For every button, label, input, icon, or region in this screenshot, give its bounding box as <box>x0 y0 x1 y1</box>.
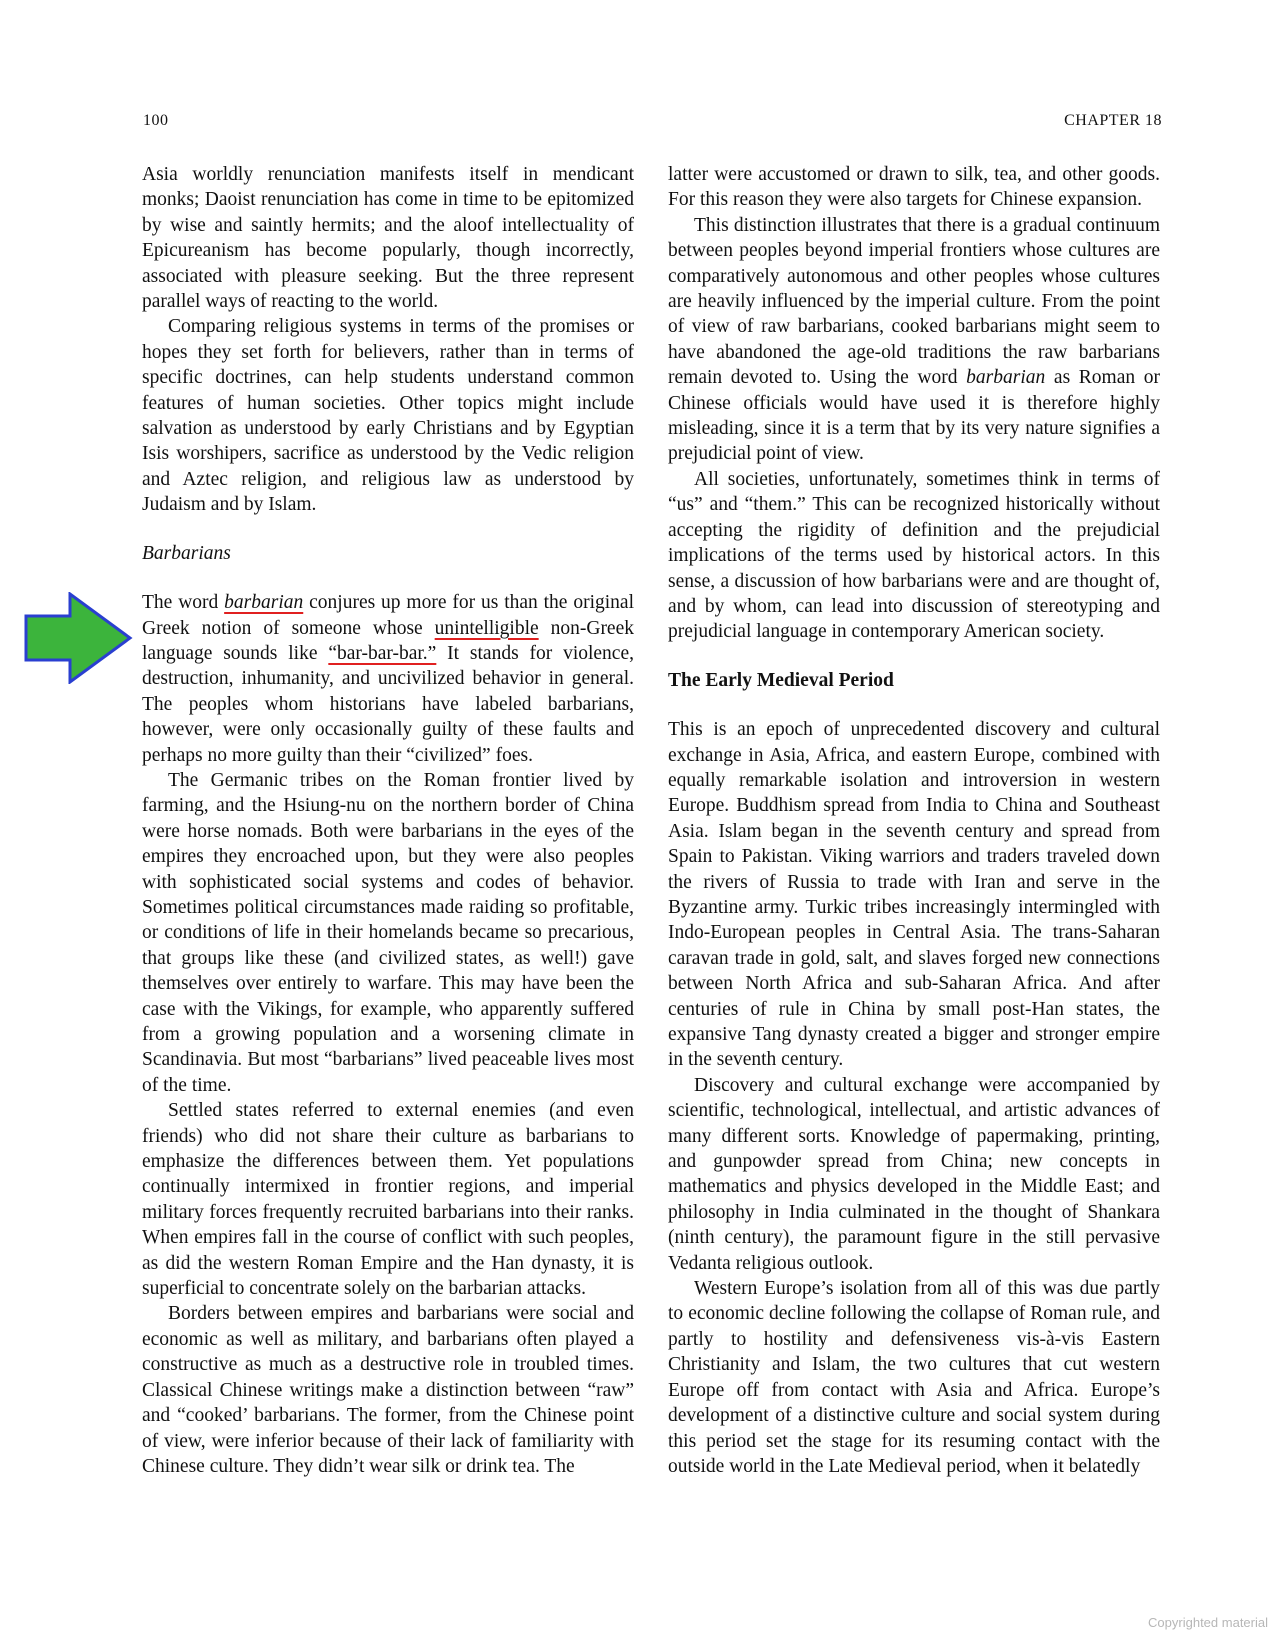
right-column <box>668 162 1160 1479</box>
paragraph: Western Europe’s isolation from all of this was due partly to economic decline following the collapse of Roman rule, and partly to hostility and defensiveness vis-à-vis Eastern Christianity and Islam, the two cultures that cut western Europe off from contact with Asia and Africa. Europe’s development of a distinctive culture and social system during this period set the stage for its resuming contact with the outside world in the Late Medieval period, when it belatedly <box>668 1278 1160 1477</box>
paragraph: latter were accustomed or drawn to silk, tea, and other goods. For this reason they were also targets for Chinese expansion. <box>668 164 1160 211</box>
text-fragment: The word <box>142 592 225 614</box>
underlined-word-barbarian: barbarian <box>224 592 304 614</box>
text-fragment: non-Greek language sounds like <box>142 617 634 664</box>
green-arrow-icon <box>24 592 134 684</box>
paragraph: Settled states referred to external enemies (and even friends) who did not share their culture as barbarians to emphasize the differences between them. Yet populations continually intermixed in frontier regions, and imperial military forces frequently recruited barbarians into their ranks. When empires fall in the course of conflict with such peoples, as did the western Roman Empire and the Han dynasty, it is superficial to concentrate solely on the barbarian attacks. <box>142 1100 634 1300</box>
paragraph: Comparing religious systems in terms of the promises or hopes they set forth for believers, rather than in terms of specific doctrines, can help students understand common features of human societies. Other topics might include salvation as understood by early Christians and by Egyptian Isis worshipers, sacrifice as understood by the Vedic religion and Aztec religion, and religious law as understood by Judaism and by Islam. <box>142 316 634 516</box>
paragraph: The Germanic tribes on the Roman frontier lived by farming, and the Hsiung-nu on the northern border of China were horse nomads. Both were barbarians in the eyes of the empires they encroached upon, but they were also peoples with sophisticated social systems and codes of behavior. Sometimes political circumstances made raiding so profitable, or conditions of life in their homelands became so precarious, that groups like these (and civilized states, as well!) gave themselves over entirely to warfare. This may have been the case with the Vikings, for example, who apparently suffered from a growing population and a worsening climate in Scandinavia. But most “barbarians” lived peaceable lives most of the time. <box>142 769 634 1096</box>
text-fragment: This distinction illustrates that there is a gradual continuum between peoples beyond imperial frontiers whose cultures are comparatively autonomous and other peoples whose cultures are heavily influenced by the imperial culture. From the point of view of raw barbarians, cooked barbarians might seem to have abandoned the age-old traditions the raw barbarians remain devoted to. Using the word <box>668 214 1160 389</box>
section-heading-early-medieval: The Early Medieval Period <box>668 669 894 691</box>
paragraph: Asia worldly renunciation manifests itself in mendicant monks; Daoist renunciation has come in time to be epitomized by wise and saintly hermits; and the aloof intellectuality of Epicureanism has become popularly, though incorrectly, associated with pleasure seeking. But the three represent parallel ways of reacting to the world. <box>142 164 634 313</box>
section-heading-barbarians: Barbarians <box>142 542 231 564</box>
paragraph: This is an epoch of unprecedented discovery and cultural exchange in Asia, Africa, and eastern Europe, combined with equally remarkable isolation and introversion in western Europe. Buddhism spread from India to China and Southeast Asia. Islam began in the seventh century and spread from Spain to Pakistan. Viking warriors and traders traveled down the rivers of Russia to trade with Iran and serve in the Byzantine army. Turkic tribes increasingly intermingled with Indo-European peoples in Central Asia. The trans-Saharan caravan trade in gold, salt, and slaves forged new connections between North Africa and sub-Saharan Africa. And after centuries of rule in China by small post-Han states, the expansive Tang dynasty created a bigger and stronger empire in the seventh century. <box>668 719 1160 1071</box>
underlined-word-unintelligible: unintelligible <box>434 617 539 639</box>
italic-word-barbarian: barbarian <box>966 367 1046 389</box>
underlined-phrase-bar-bar-bar: “bar-bar-bar.” <box>328 642 437 664</box>
chapter-heading: CHAPTER 18 <box>1064 112 1162 129</box>
left-column <box>142 162 634 1479</box>
paragraph-barbarian-definition <box>142 590 634 768</box>
page-number: 100 <box>143 112 169 129</box>
paragraph <box>668 213 1160 467</box>
text-fragment: conjures up more for us than the original Greek notion of someone whose <box>142 592 634 639</box>
paragraph: Borders between empires and barbarians were social and economic as well as military, and barbarians often played a constructive as much as a destructive role in troubled times. Classical Chinese writings make a distinction between “raw” and “cooked’ barbarians. The former, from the Chinese point of view, were inferior because of their lack of familiarity with Chinese culture. They didn’t wear silk or drink tea. The <box>142 1303 634 1477</box>
text-fragment: It stands for violence, destruction, inhumanity, and uncivilized behavior in general. The peoples whom historians have labeled barbarians, however, were only occasionally guilty of these faults and perhaps no more guilty than their “civilized” foes. <box>142 642 634 766</box>
paragraph: All societies, unfortunately, sometimes think in terms of “us” and “them.” This can be recognized historically without accepting the rigidity of definition and the prejudicial implications of the terms used by historical actors. In this sense, a discussion of how barbarians were and are thought of, and by whom, can lead into discussion of stereotyping and prejudicial language in contemporary American society. <box>668 468 1160 643</box>
copyright-watermark: Copyrighted material <box>1148 1615 1268 1630</box>
paragraph: Discovery and cultural exchange were accompanied by scientific, technological, intellectual, and artistic advances of many different sorts. Knowledge of papermaking, printing, and gunpowder spread from China; new concepts in mathematics and physics developed in the Middle East; and philosophy in India culminated in the thought of Shankara (ninth century), the paramount figure in the still pervasive Vedanta religious outlook. <box>668 1074 1160 1274</box>
text-fragment: as Roman or Chinese officials would have used it is therefore highly misleading, since it is a term that by its very nature signifies a prejudicial point of view. <box>668 367 1160 465</box>
